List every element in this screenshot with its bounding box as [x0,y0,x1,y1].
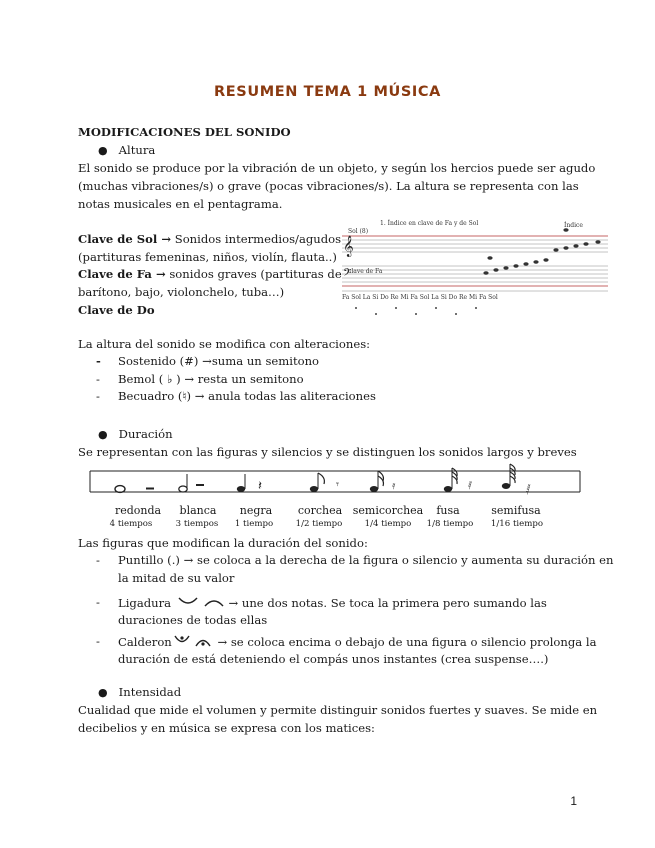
staff-label-right: Índice [564,222,583,229]
calderon-line-2: duración de está deteniendo el compás unos instantes (crea suspense….) [118,652,549,666]
figure-name: redonda [114,504,162,517]
sixteenth-note-icon [370,471,396,492]
clave-fa-line-2: barítono, bajo, violonchelo, tuba…) [78,285,285,299]
eighth-note-icon [310,473,339,492]
puntillo-line-1: Puntillo (.) → se coloca a la derecha de la figura o silencio y aumenta su duración en [118,553,614,567]
staff-label-fa: clave de Fa [348,268,383,275]
bullet-intensidad [98,684,181,702]
calderon-label: Calderon [118,635,172,649]
alteracion-item: - [96,354,101,368]
quarter-note-icon [237,474,262,494]
figure-name: blanca [179,504,217,517]
staff-caption: 1. Índice en clave de Fa y de Sol [380,220,479,227]
bullet-duracion-label: Duración [118,427,173,441]
figure-time: 1 tiempo [234,519,274,529]
calderon-desc: → se coloca encima o debajo de una figura o silencio prolonga la [213,635,597,649]
altura-line-2: (muchas vibraciones/s) o grave (pocas vibraciones/s). La altura se representa con las [78,179,579,193]
bullet-duracion [98,426,173,444]
figure-time: 1/8 tiempo [426,519,474,529]
tie-icon [175,594,225,610]
duracion-line: Se representan con las figuras y silencios y se distinguen los sonidos largos y breves [78,445,577,459]
modificador-dash: - [96,634,100,648]
clave-fa-line [78,266,342,284]
figure-time: 1/4 tiempo [364,519,412,529]
section-heading: MODIFICACIONES DEL SONIDO [78,125,291,139]
page-number: 1 [570,794,577,808]
figure-name: semifusa [491,504,541,517]
figures-staff [86,462,582,534]
figure-time: 1/2 tiempo [295,519,343,529]
treble-clef-icon: 𝄞 [343,236,354,257]
staff-note-names: Fa Sol La Si Do Re Mi Fa Sol La Si Do Re Mi Fa Sol [342,294,498,301]
puntillo-line-2: la mitad de su valor [118,571,235,585]
figure-time: 3 tiempos [175,519,219,529]
altura-line-3: notas musicales en el pentagrama. [78,197,283,211]
clave-fa-label: Clave de Fa → [78,267,166,281]
calderon-line-1 [118,633,596,652]
figure-time: 4 tiempos [109,519,153,529]
sixty-fourth-note-icon [502,464,531,495]
figure-name: corchea [297,504,343,517]
bullet-icon: ● [98,428,108,441]
bullet-intensidad-label: Intensidad [118,685,182,699]
svg-text:𝄽: 𝄽 [258,479,262,494]
svg-text:𝄿: 𝄿 [392,479,396,492]
thirty-second-note-icon [444,468,472,492]
clave-do-label: Clave de Do [78,303,155,317]
alteracion-item: - [96,372,100,386]
bullet-altura [98,142,155,160]
ligadura-label: Ligadura [118,596,172,610]
alteraciones-intro: La altura del sonido se modifica con alteraciones: [78,337,371,351]
clave-sol-line [78,231,341,249]
fermata-icon [172,633,214,649]
clefs-staff-illustration [336,218,614,322]
figures-staff-svg [86,462,582,502]
figure-name: semicorchea [352,504,424,517]
clave-sol-line-2: (partituras femeninas, niños, violín, flauta..) [78,250,337,264]
clave-fa-desc: sonidos graves (partituras de [165,267,342,281]
intensidad-line-2: decibelios y en música se expresa con los matices: [78,721,375,735]
bass-clef-icon: 𝄢 [343,267,352,282]
bullet-altura-label: Altura [118,143,156,157]
half-note-icon [179,474,204,492]
modifican-intro: Las figuras que modifican la duración del sonido: [78,536,368,550]
staff-label-sol: Sol (8) [348,228,369,235]
figure-name: fusa [436,504,460,517]
alteracion-becuadro: Becuadro (♮) → anula todas las aliteraciones [118,389,376,403]
alteracion-sostenido: Sostenido (#) →suma un semitono [118,354,320,368]
figure-name: negra [239,504,273,517]
svg-text:𝅁: 𝅁 [526,482,531,495]
page-title: RESUMEN TEMA 1 MÚSICA [214,84,441,100]
ligadura-line-1 [118,594,547,613]
alteracion-item: - [96,389,100,403]
bullet-icon: ● [98,686,108,699]
bullet-icon: ● [98,144,108,157]
figure-time: 1/16 tiempo [490,519,544,529]
svg-text:𝄾: 𝄾 [336,478,339,491]
svg-text:𝅀: 𝅀 [468,479,473,492]
ligadura-line-2: duraciones de todas ellas [118,613,268,627]
clave-sol-desc: Sonidos intermedios/agudos [171,232,342,246]
modificador-dash: - [96,553,100,567]
whole-note-icon [115,486,154,493]
intensidad-line-1: Cualidad que mide el volumen y permite distinguir sonidos fuertes y suaves. Se mide en [78,703,598,717]
modificador-dash: - [96,595,100,609]
ligadura-desc: → une dos notas. Se toca la primera pero sumando las [224,596,547,610]
altura-line-1: El sonido se produce por la vibración de un objeto, y según los hercios puede ser agudo [78,161,596,175]
alteracion-bemol: Bemol ( ♭ ) → resta un semitono [118,372,304,386]
clave-sol-label: Clave de Sol → [78,232,172,246]
